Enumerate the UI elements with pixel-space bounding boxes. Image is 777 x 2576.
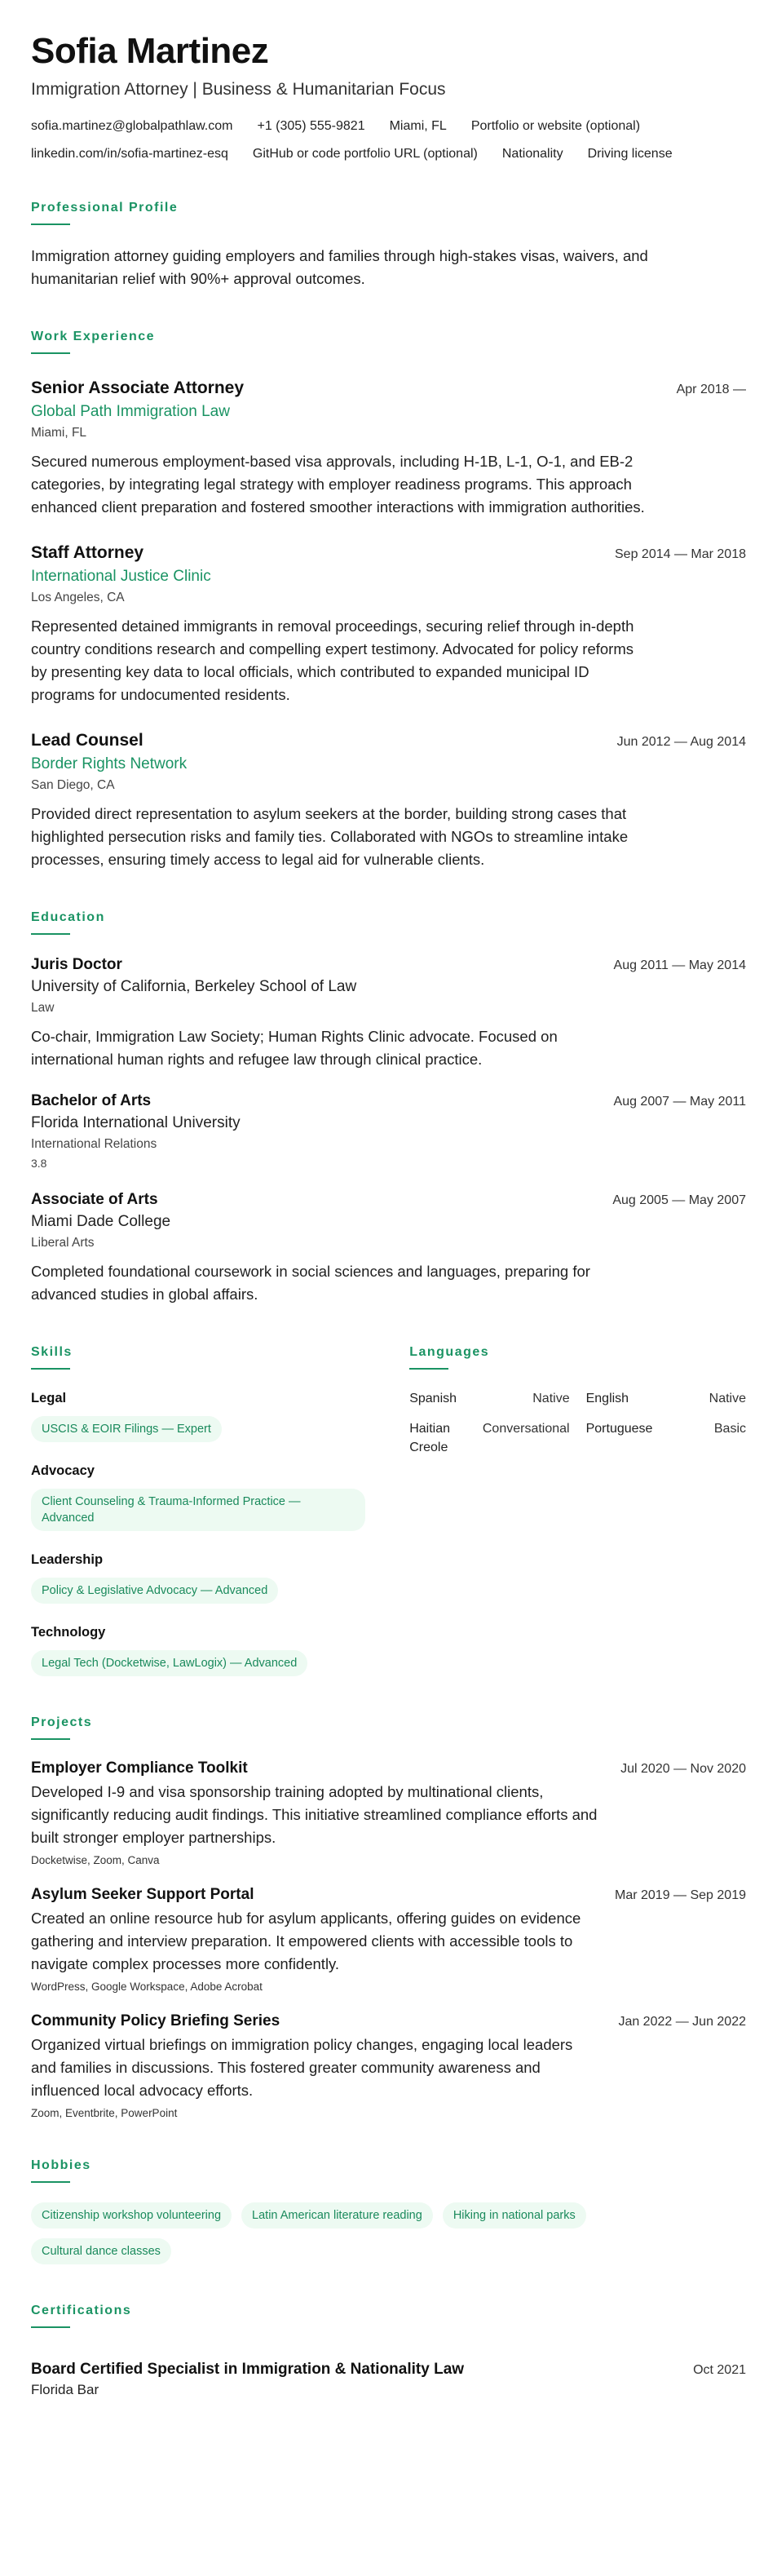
skill-group	[31, 1391, 395, 1442]
section-divider	[409, 1368, 448, 1370]
skills-languages-row	[31, 1345, 746, 1676]
project-description: Created an online resource hub for asylum applicants, offering guides on evidence gathering and interview preparation. It empowered clients with accessible tools to navigate complex processes more confidently.	[31, 1910, 581, 1972]
contact-list	[31, 119, 757, 162]
education-entry	[31, 956, 746, 1071]
education-gpa: 3.8	[31, 1157, 47, 1170]
job-location: Miami, FL	[31, 426, 87, 440]
job-date: Apr 2018 —	[676, 383, 746, 396]
contact-location: Miami, FL	[389, 119, 447, 133]
candidate-name: Sofia Martinez	[31, 31, 269, 71]
hobby-chip: Latin American literature reading	[241, 2202, 433, 2229]
job-title: Lead Counsel	[31, 731, 143, 750]
skill-chip: Legal Tech (Docketwise, LawLogix) — Advanced	[31, 1650, 307, 1676]
job-company: International Justice Clinic	[31, 568, 211, 585]
education-school: Florida International University	[31, 1114, 241, 1131]
project-date: Jan 2022 — Jun 2022	[618, 2015, 746, 2029]
contact-github[interactable]: GitHub or code portfolio URL (optional)	[252, 147, 478, 161]
skill-group	[31, 1625, 395, 1676]
certification-issuer: Florida Bar	[31, 2382, 99, 2397]
education-field: Liberal Arts	[31, 1236, 95, 1250]
education-date: Aug 2007 — May 2011	[613, 1095, 746, 1109]
education-date: Aug 2005 — May 2007	[612, 1193, 746, 1207]
job-company: Border Rights Network	[31, 755, 188, 772]
language-name: Spanish	[409, 1392, 457, 1405]
section-title: Hobbies	[31, 2158, 91, 2172]
contact-nationality: Nationality	[501, 147, 563, 161]
project-title: Asylum Seeker Support Portal	[31, 1886, 254, 1903]
skill-chip: Client Counseling & Trauma-Informed Practice — Advanced	[31, 1489, 365, 1531]
section-title: Work Experience	[31, 330, 156, 343]
education-school: Miami Dade College	[31, 1213, 171, 1230]
project-entry	[31, 2012, 746, 2119]
section-title: Skills	[31, 1345, 73, 1359]
education-section	[31, 910, 746, 1306]
certifications-section	[31, 2304, 746, 2398]
contact-email[interactable]: sofia.martinez@globalpathlaw.com	[31, 119, 233, 133]
skill-chip: USCIS & EOIR Filings — Expert	[31, 1416, 222, 1442]
skill-group-title: Advocacy	[31, 1463, 95, 1478]
language-level: Native	[709, 1392, 746, 1405]
section-divider	[31, 352, 70, 354]
language-level: Native	[532, 1392, 570, 1405]
education-degree: Bachelor of Arts	[31, 1092, 152, 1109]
job-location: San Diego, CA	[31, 778, 115, 792]
section-divider	[31, 2326, 70, 2328]
job-date: Sep 2014 — Mar 2018	[615, 547, 746, 561]
project-tech: WordPress, Google Workspace, Adobe Acrobat	[31, 1981, 263, 1993]
language-name: Haitian Creole	[409, 1422, 451, 1454]
certification-entry	[31, 2361, 746, 2398]
profile-section	[31, 201, 746, 290]
project-entry	[31, 1759, 746, 1866]
job-title: Senior Associate Attorney	[31, 378, 245, 397]
job-description: Provided direct representation to asylum seekers at the border, building strong cases that highlighted persecution risks and family ties. Collaborated with NGOs to streamline intake processes, ensuring timely access to legal aid for vulnerable clients.	[31, 805, 629, 868]
project-date: Mar 2019 — Sep 2019	[615, 1888, 746, 1902]
language-item	[409, 1419, 569, 1457]
section-title: Education	[31, 910, 105, 924]
projects-section	[31, 1715, 746, 2119]
job-entry	[31, 731, 746, 871]
skill-group-title: Legal	[31, 1391, 67, 1405]
project-description: Organized virtual briefings on immigration policy changes, engaging local leaders and families in discussions. This fostered greater community awareness and influenced local advocacy efforts.	[31, 2036, 573, 2099]
profile-summary: Immigration attorney guiding employers and families through high-stakes visas, waivers, and humanitarian relief with 90%+ approval outcomes.	[31, 247, 648, 287]
skill-group	[31, 1552, 395, 1604]
experience-section	[31, 330, 746, 871]
section-divider	[31, 224, 70, 225]
language-item	[586, 1419, 746, 1457]
project-description: Developed I-9 and visa sponsorship training adopted by multinational clients, significantly reducing audit findings. This initiative streamlined compliance efforts and built stronger employer partnerships.	[31, 1783, 598, 1846]
section-divider	[31, 933, 70, 935]
section-divider	[31, 2181, 70, 2183]
job-date: Jun 2012 — Aug 2014	[616, 735, 746, 749]
contact-driving-license: Driving license	[587, 147, 673, 161]
job-description: Secured numerous employment-based visa approvals, including H-1B, L-1, O-1, and EB-2 categories, by integrating legal strategy with employer readiness programs. This approach enhanced client preparation and fostered smoother interactions with immigration authorities.	[31, 453, 645, 516]
hobby-list	[31, 2193, 618, 2264]
job-company: Global Path Immigration Law	[31, 403, 230, 420]
education-field: International Relations	[31, 1137, 157, 1151]
languages-section	[409, 1345, 746, 1676]
project-date: Jul 2020 — Nov 2020	[620, 1762, 746, 1776]
job-description: Represented detained immigrants in removal proceedings, securing relief through in-depth country conditions research and compelling expert testimony. Advocated for policy reforms by presenting key data to local officials, which contributed to expanded municipal ID programs for undocumented residents.	[31, 617, 634, 703]
section-title: Professional Profile	[31, 201, 179, 215]
skill-chip: Policy & Legislative Advocacy — Advanced	[31, 1578, 278, 1604]
section-title: Languages	[409, 1345, 490, 1359]
job-entry	[31, 378, 746, 519]
project-tech: Zoom, Eventbrite, PowerPoint	[31, 2107, 178, 2119]
project-title: Employer Compliance Toolkit	[31, 1759, 248, 1777]
job-location: Los Angeles, CA	[31, 591, 125, 604]
education-entry	[31, 1092, 746, 1170]
hobbies-section	[31, 2158, 746, 2264]
language-name: English	[585, 1392, 629, 1405]
skill-group-title: Technology	[31, 1625, 106, 1640]
project-tech: Docketwise, Zoom, Canva	[31, 1854, 160, 1866]
language-item	[409, 1389, 569, 1408]
skill-group	[31, 1463, 395, 1531]
education-entry	[31, 1191, 746, 1306]
language-level: Basic	[713, 1422, 746, 1436]
section-divider	[31, 1738, 70, 1740]
project-entry	[31, 1886, 746, 1993]
language-name: Portuguese	[585, 1422, 653, 1436]
language-list	[409, 1389, 746, 1457]
certification-date: Oct 2021	[693, 2363, 746, 2377]
skill-group-title: Leadership	[31, 1552, 104, 1567]
hobby-chip: Hiking in national parks	[443, 2202, 586, 2229]
education-field: Law	[31, 1001, 55, 1015]
education-note: Completed foundational coursework in social sciences and languages, preparing for advanced studies in global affairs.	[31, 1263, 590, 1303]
education-school: University of California, Berkeley School of Law	[31, 978, 357, 995]
language-item	[586, 1389, 746, 1408]
contact-portfolio[interactable]: Portfolio or website (optional)	[470, 119, 641, 133]
candidate-headline: Immigration Attorney | Business & Humanitarian Focus	[31, 80, 446, 99]
education-degree: Juris Doctor	[31, 956, 122, 973]
section-title: Certifications	[31, 2304, 132, 2317]
job-title: Staff Attorney	[31, 543, 144, 562]
hobby-chip: Citizenship workshop volunteering	[31, 2202, 232, 2229]
skills-section	[31, 1345, 395, 1676]
contact-phone[interactable]: +1 (305) 555-9821	[257, 119, 365, 133]
section-title: Projects	[31, 1715, 93, 1729]
certification-title: Board Certified Specialist in Immigration & Nationality Law	[31, 2361, 465, 2378]
job-entry	[31, 543, 746, 706]
project-title: Community Policy Briefing Series	[31, 2012, 280, 2029]
language-level: Conversational	[482, 1422, 570, 1436]
contact-linkedin[interactable]: linkedin.com/in/sofia-martinez-esq	[31, 147, 228, 161]
education-note: Co-chair, Immigration Law Society; Human Rights Clinic advocate. Focused on international human rights and refugee law through clinical practice.	[31, 1028, 558, 1068]
hobby-chip: Cultural dance classes	[31, 2238, 171, 2264]
education-date: Aug 2011 — May 2014	[613, 958, 746, 972]
section-divider	[31, 1368, 70, 1370]
education-degree: Associate of Arts	[31, 1191, 158, 1208]
